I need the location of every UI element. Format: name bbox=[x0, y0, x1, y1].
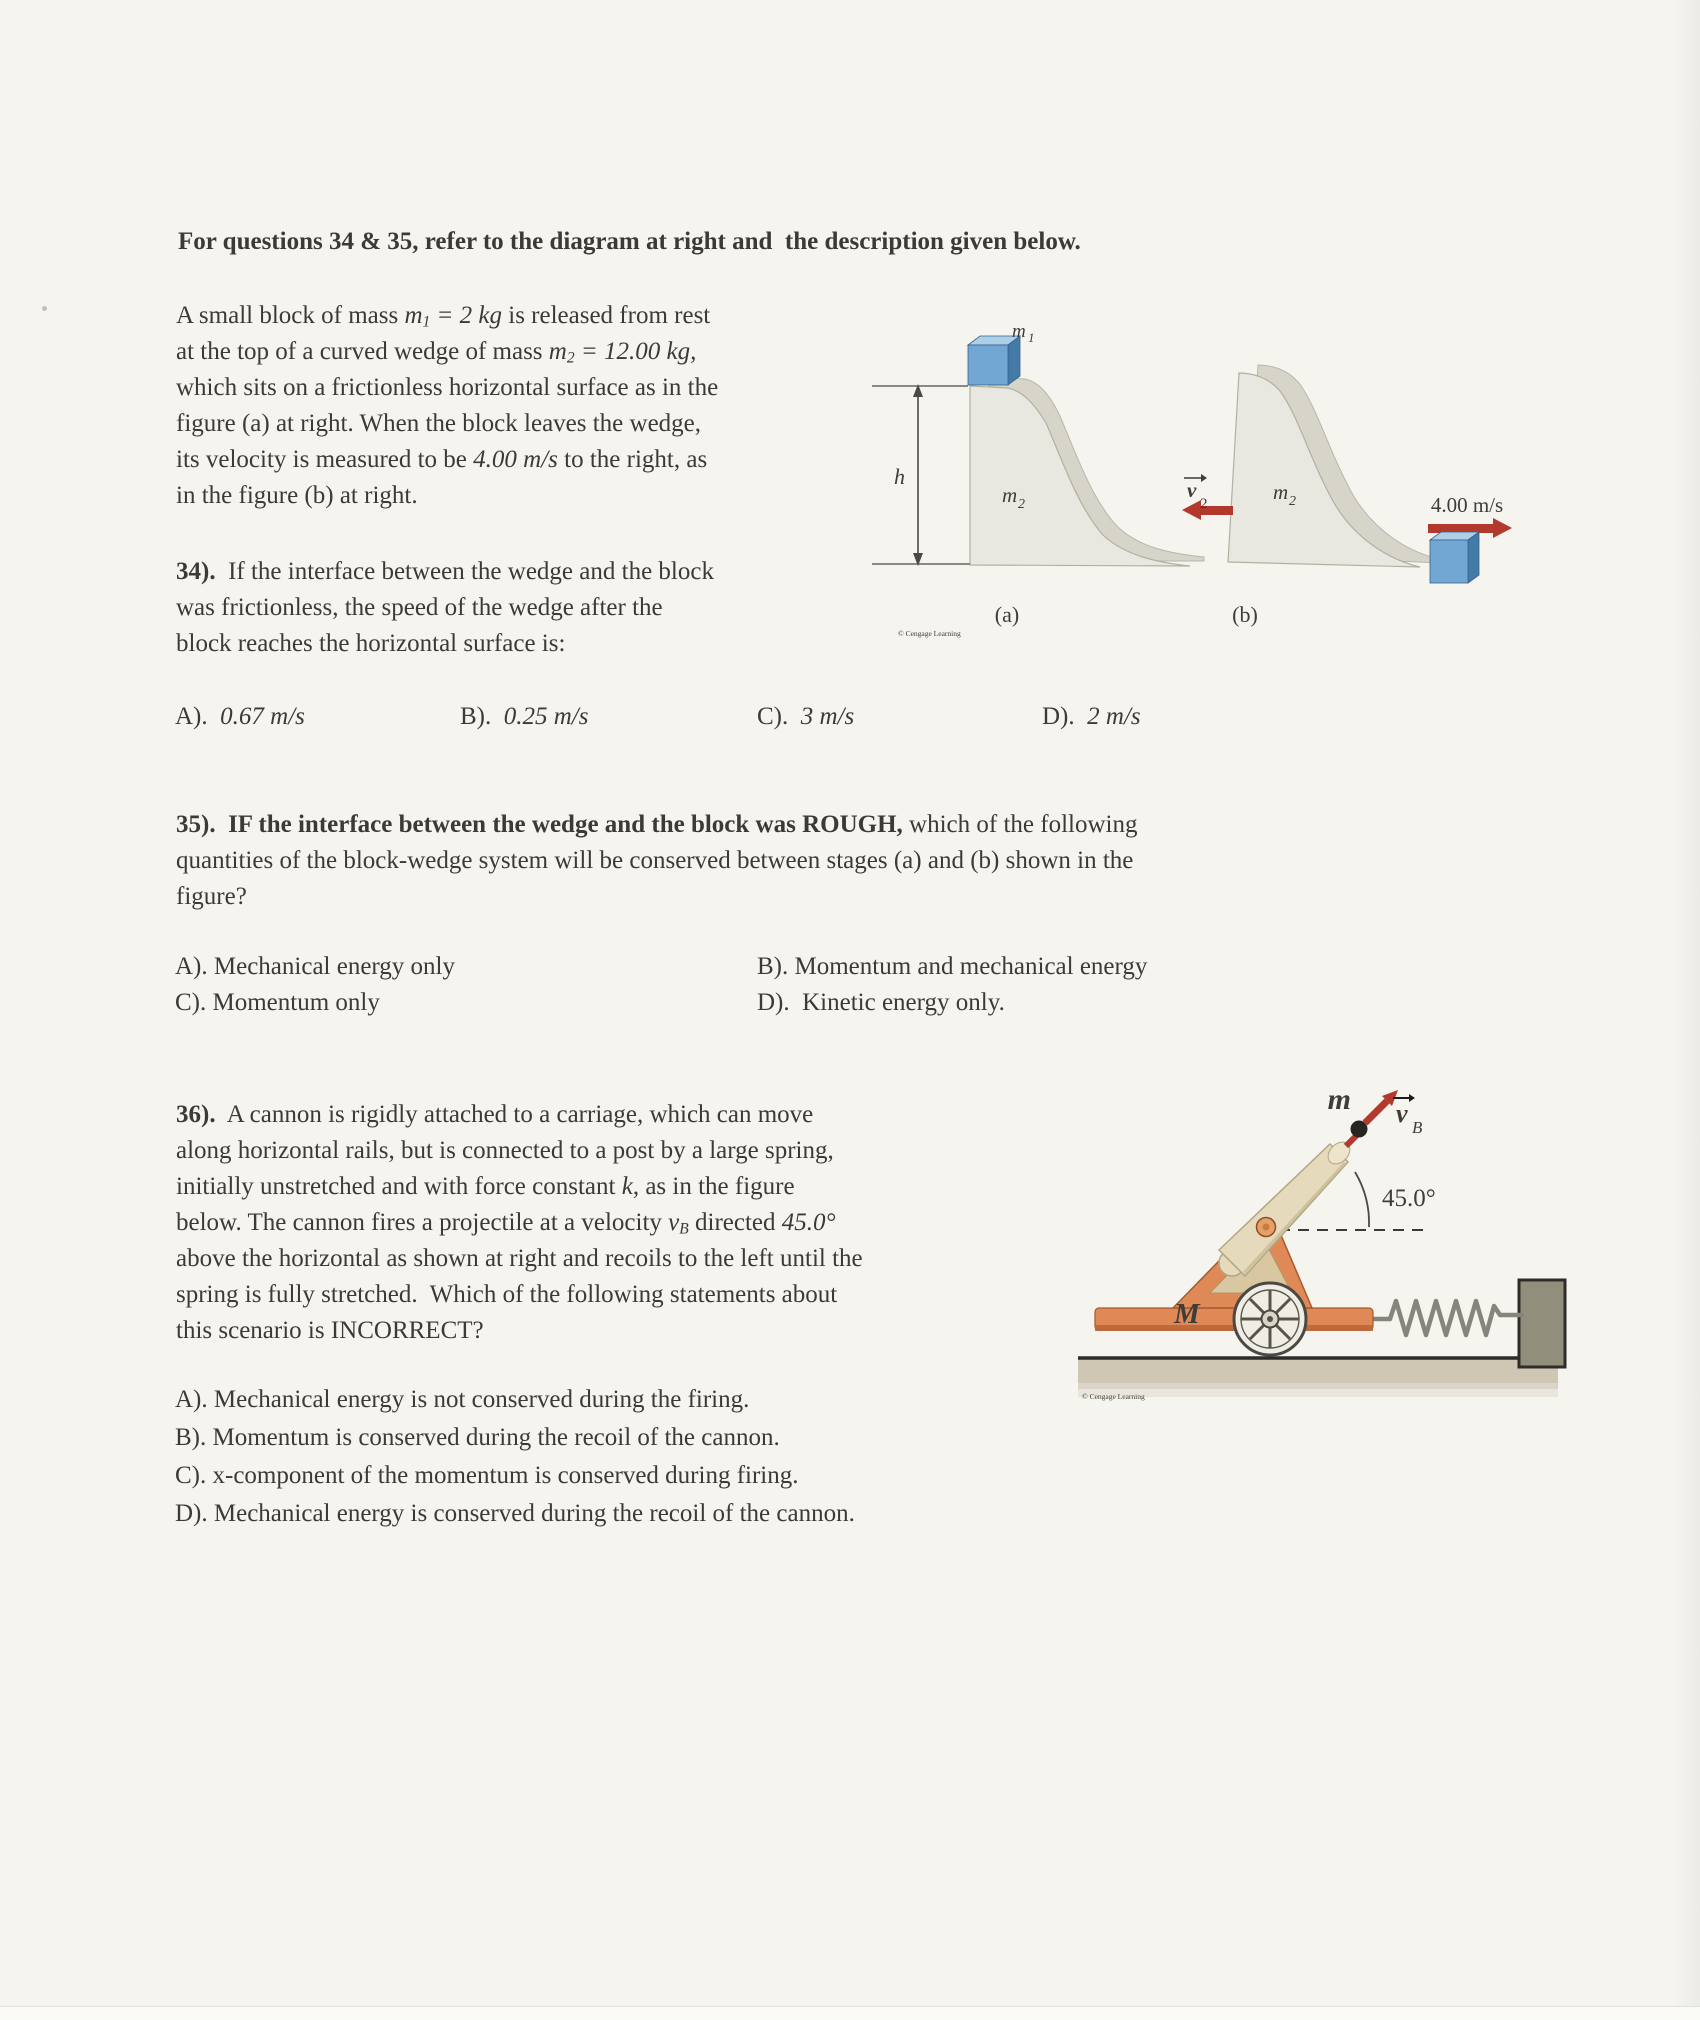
block-m1 bbox=[968, 336, 1020, 385]
v2-vector-bar-head bbox=[1201, 474, 1207, 482]
angle-label: 45.0° bbox=[1382, 1185, 1436, 1212]
question-36-line: spring is fully stretched. Which of the following statements about bbox=[176, 1281, 838, 1308]
vb-label: v bbox=[1396, 1099, 1408, 1128]
m2b-sub: 2 bbox=[1289, 494, 1296, 509]
question-35-line: figure? bbox=[176, 883, 247, 910]
q35-option-a: A). Mechanical energy only bbox=[175, 953, 455, 980]
angle-arc bbox=[1355, 1172, 1369, 1227]
intro-line: A small block of mass $m_1 = 2$ kg is released from rest bbox=[176, 302, 711, 331]
vb-sub: B bbox=[1412, 1118, 1423, 1137]
cannon-figure bbox=[1060, 1075, 1570, 1415]
height-dimension-arrow bbox=[872, 386, 970, 564]
credit-text: © Cengage Learning bbox=[1082, 1392, 1145, 1401]
speed-label: 4.00 m/s bbox=[1430, 493, 1504, 517]
m2a-sub: 2 bbox=[1018, 497, 1025, 512]
intro-line: its velocity is measured to be 4.00 m/s to the right, as bbox=[176, 446, 708, 473]
v2-sub: 2 bbox=[1200, 496, 1208, 512]
credit-text: © Cengage Learning bbox=[898, 629, 961, 638]
question-36-line: this scenario is INCORRECT? bbox=[176, 1317, 484, 1344]
v2-label: v bbox=[1187, 478, 1197, 502]
question-34-line: block reaches the horizontal surface is: bbox=[176, 630, 566, 657]
scan-bottom-edge bbox=[0, 2006, 1700, 2020]
question-36-line: above the horizontal as shown at right and recoils to the left until the bbox=[176, 1245, 863, 1272]
question-34-line: was frictionless, the speed of the wedge after the bbox=[176, 594, 663, 621]
q34-option-d: D). 2 m/s bbox=[1042, 703, 1141, 730]
block-m1-after bbox=[1430, 532, 1479, 583]
wedge-figure bbox=[860, 245, 1620, 645]
cannon-wheel bbox=[1234, 1283, 1306, 1355]
q35-option-b: B). Momentum and mechanical energy bbox=[757, 953, 1148, 980]
ground-fade bbox=[1078, 1383, 1558, 1397]
spring bbox=[1370, 1301, 1522, 1335]
wall bbox=[1519, 1280, 1565, 1367]
projectile-mass-label: m bbox=[1327, 1083, 1351, 1116]
q36-option-b: B). Momentum is conserved during the recoil of the cannon. bbox=[175, 1424, 780, 1451]
question-35-line: quantities of the block-wedge system will be conserved between stages (a) and (b) shown in the bbox=[176, 847, 1134, 874]
m1-label: m bbox=[1012, 321, 1026, 342]
q34-option-c: C). 3 m/s bbox=[757, 703, 855, 730]
question-36-line: initially unstretched and with force constant k, as in the figure bbox=[176, 1173, 795, 1200]
label-a: (a) bbox=[994, 602, 1020, 627]
intro-line: in the figure (b) at right. bbox=[176, 482, 418, 509]
section-header: For questions 34 & 35, refer to the diagram at right and the description given below. bbox=[178, 228, 1081, 255]
scan-speck bbox=[42, 306, 47, 311]
pivot-bolt-center bbox=[1263, 1224, 1270, 1231]
m2b-label: m bbox=[1273, 480, 1289, 504]
q34-option-b: B). 0.25 m/s bbox=[460, 703, 589, 730]
intro-line: which sits on a frictionless horizontal surface as in the bbox=[176, 374, 719, 401]
intro-line: figure (a) at right. When the block leaves the wedge, bbox=[176, 410, 702, 437]
m2a-label: m bbox=[1002, 483, 1018, 507]
question-36-line: below. The cannon fires a projectile at a velocity $v_B$ directed 45.0° bbox=[176, 1209, 836, 1238]
m1-sub: 1 bbox=[1028, 330, 1035, 345]
scan-edge-shadow bbox=[1674, 0, 1700, 2020]
question-35-line: 35). IF the interface between the wedge and the block was ROUGH, which of the following bbox=[176, 811, 1138, 838]
height-label: h bbox=[894, 464, 905, 489]
question-36-line: along horizontal rails, but is connected to a post by a large spring, bbox=[176, 1137, 834, 1164]
q35-option-c: C). Momentum only bbox=[175, 989, 380, 1016]
q36-option-d: D). Mechanical energy is conserved during the recoil of the cannon. bbox=[175, 1500, 855, 1527]
carriage-mass-label: M bbox=[1174, 1298, 1200, 1330]
projectile-ball bbox=[1351, 1121, 1368, 1138]
q36-option-c: C). x-component of the momentum is conserved during firing. bbox=[175, 1462, 799, 1489]
q35-option-d: D). Kinetic energy only. bbox=[757, 989, 1005, 1016]
q36-option-a: A). Mechanical energy is not conserved during the firing. bbox=[175, 1386, 750, 1413]
vb-arrow bbox=[1365, 1090, 1398, 1123]
question-34-line: 34). If the interface between the wedge and the block bbox=[176, 558, 714, 585]
label-b: (b) bbox=[1232, 602, 1258, 627]
question-36-line: 36). A cannon is rigidly attached to a carriage, which can move bbox=[176, 1101, 814, 1128]
q34-option-a: A). 0.67 m/s bbox=[175, 703, 305, 730]
vb-vector-bar-head bbox=[1409, 1094, 1415, 1102]
intro-line: at the top of a curved wedge of mass $m_2 = 12.00$ kg, bbox=[176, 338, 697, 367]
velocity-v2-arrow bbox=[1182, 500, 1233, 520]
